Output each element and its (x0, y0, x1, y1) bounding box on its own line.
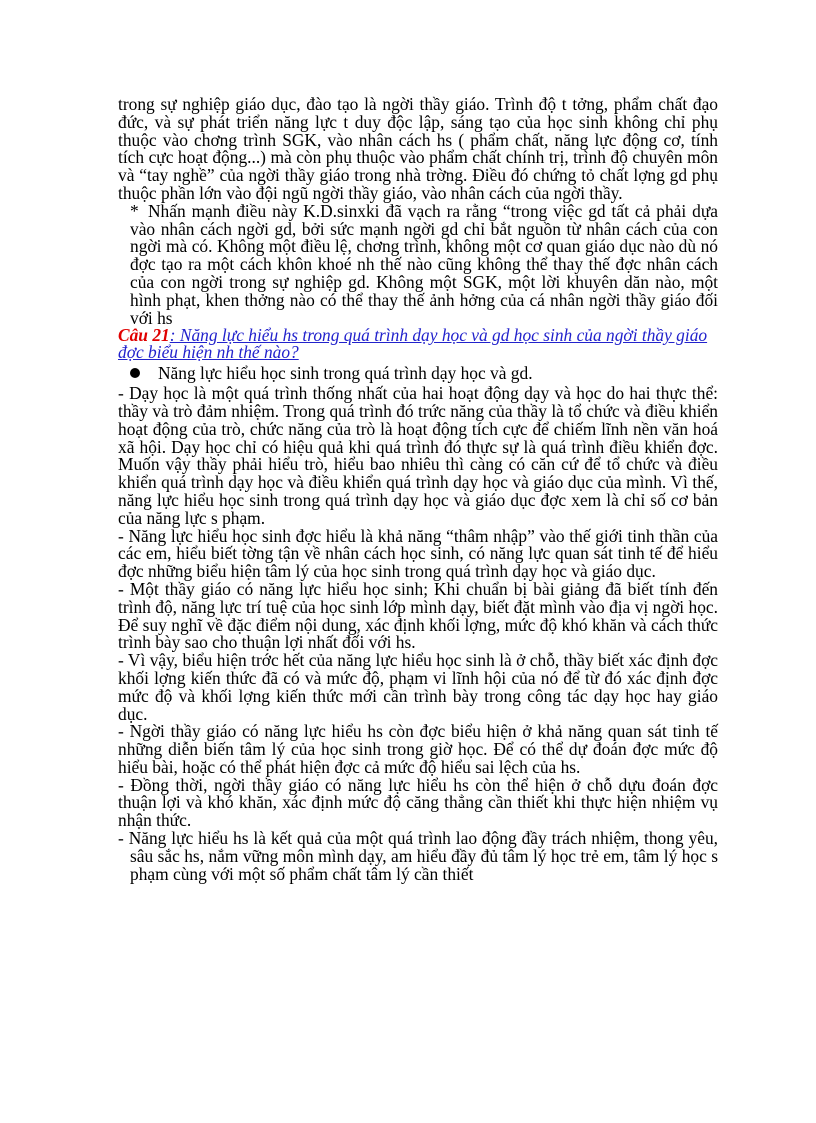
bullet-dot-icon (130, 368, 140, 378)
body-paragraph: - Đồng thời, ngời thầy giáo có năng lực hiểu hs còn thể hiện ở chỗ dựu đoán đợc thuận lợi và khó khăn, xác định mức độ căng thẳng cần thiết khi thực hiện nhiệm vụ nhận thức. (118, 774, 718, 831)
body-paragraph: - Vì vậy, biểu hiện trớc hết của năng lực hiểu học sinh là ở chỗ, thầy biết xác định đợc khối lợng kiến thức đã có và mức độ, phạm vi lĩnh hội của nó để từ đó xác định đợc mức độ và khối lợng kiến thức mới cần trình bày trong công tác dạy học hay giáo dục. (118, 650, 718, 724)
bullet-heading-container (118, 365, 718, 383)
note-paragraph-container (118, 200, 718, 328)
bullet-heading: Năng lực hiểu học sinh trong quá trình dạy học và gd. (158, 363, 533, 384)
body-paragraph: - Năng lực hiểu học sinh đợc hiểu là khả năng “thâm nhập” vào thế giới tinh thần của các em, hiểu biết tờng tận về nhân cách học sinh, có năng lực quan sát tinh tế để hiểu đợc những biểu hiện tâm lý của học sinh trong quá trình dạy học và giáo dục. (118, 525, 718, 582)
question-text: : Năng lực hiểu hs trong quá trình dạy học và gd học sinh của ngời thầy giáo đợc biểu hiện nh thế nào? (118, 325, 708, 363)
final-paragraph: - Năng lực hiểu hs là kết quả của một quá trình lao động đầy trách nhiệm, thong yêu, sâu sắc hs, nắm vững môn mình dạy, am hiểu đầy đủ tâm lý học trẻ em, tâm lý học s phạm cùng với một số phẩm chất tâm lý cần thiết (118, 828, 718, 884)
body-paragraph: - Ngời thầy giáo có năng lực hiểu hs còn đợc biểu hiện ở khả năng quan sát tinh tế những diễn biến tâm lý của học sinh trong giờ học. Để có thể dự đoán đợc mức độ hiểu bài, hoặc có thể phát hiện đợc cả mức độ hiểu sai lệch của hs. (118, 721, 718, 777)
question-heading (118, 327, 718, 361)
body-paragraph: - Dạy học là một quá trình thống nhất của hai hoạt động dạy và học do hai thực thể: thầy và trò đảm nhiệm. Trong quá trình đó trức năng của thầy là tổ chức và điều khiển hoạt động của trò, chức năng của trò là hoạt động tích cực để chiếm lĩnh nền văn hoá xã hội. Dạy học chỉ có hiệu quả khi quá trình đó thực sự là quá trình điều khiển đợc. Muốn vậy thầy phải hiểu trò, hiểu bao nhiêu thì càng có căn cứ để tổ chức và điều khiển quá trình dạy học và điều khiển quá trình dạy học và giáo dục của mình. Vì thế, năng lực hiểu học sinh trong quá trình dạy học và giáo dục đợc xem là chỉ số cơ bản của năng lực s phạm. (118, 383, 718, 528)
intro-paragraph: trong sự nghiệp giáo dục, đào tạo là ngời thầy giáo. Trình độ t tởng, phẩm chất đạo đức, và sự phát triển năng lực t duy độc lập, sáng tạo của học sinh không chỉ phụ thuộc vào chơng trình SGK, vào nhân cách hs ( phẩm chất, năng lực động cơ, tính tích cực hoạt động...) mà còn phụ thuộc vào phẩm chất chính trị, trình độ chuyên môn và “tay nghề” của ngời thầy giáo trong nhà trờng. Điều đó chứng tỏ chất lợng gd phụ thuộc phần lớn vào đội ngũ ngời thầy giáo, vào nhân cách của ngời thầy. (118, 94, 718, 203)
document-page (118, 96, 718, 883)
body-paragraph: - Một thầy giáo có năng lực hiểu học sinh; Khi chuẩn bị bài giảng đã biết tính đến trình độ, năng lực trí tuệ của học sinh lớp mình dạy, biết đặt mình vào địa vị ngời học. Để suy nghĩ về đặc điểm nội dung, xác định khối lợng, mức độ khó khăn và cách thức trình bày sao cho thuận lợi nhất đối với hs. (118, 578, 718, 653)
note-paragraph: Nhấn mạnh điều này K.D.sinxki đã vạch ra rằng “trong việc gd tất cả phải dựa vào nhân cách ngời gd, bởi sức mạnh ngời gd chỉ bắt nguồn từ nhân cách của con ngời mà có. Không một điều lệ, chơng trình, không một cơ quan giáo dục nào dù nó đợc tạo ra một cách khôn khoé nh thế nào cũng không thể thay thế đợc nhân cách của con ngời trong sự nghiệp gd. Không một SGK, một lời khuyên dăn nào, một hình phạt, khen thởng nào có thể thay thế ảnh hởng của cá nhân ngời thầy giáo đối với hs (130, 200, 718, 328)
asterisk-marker: * (130, 200, 139, 221)
question-label: Câu 21 (118, 325, 170, 346)
